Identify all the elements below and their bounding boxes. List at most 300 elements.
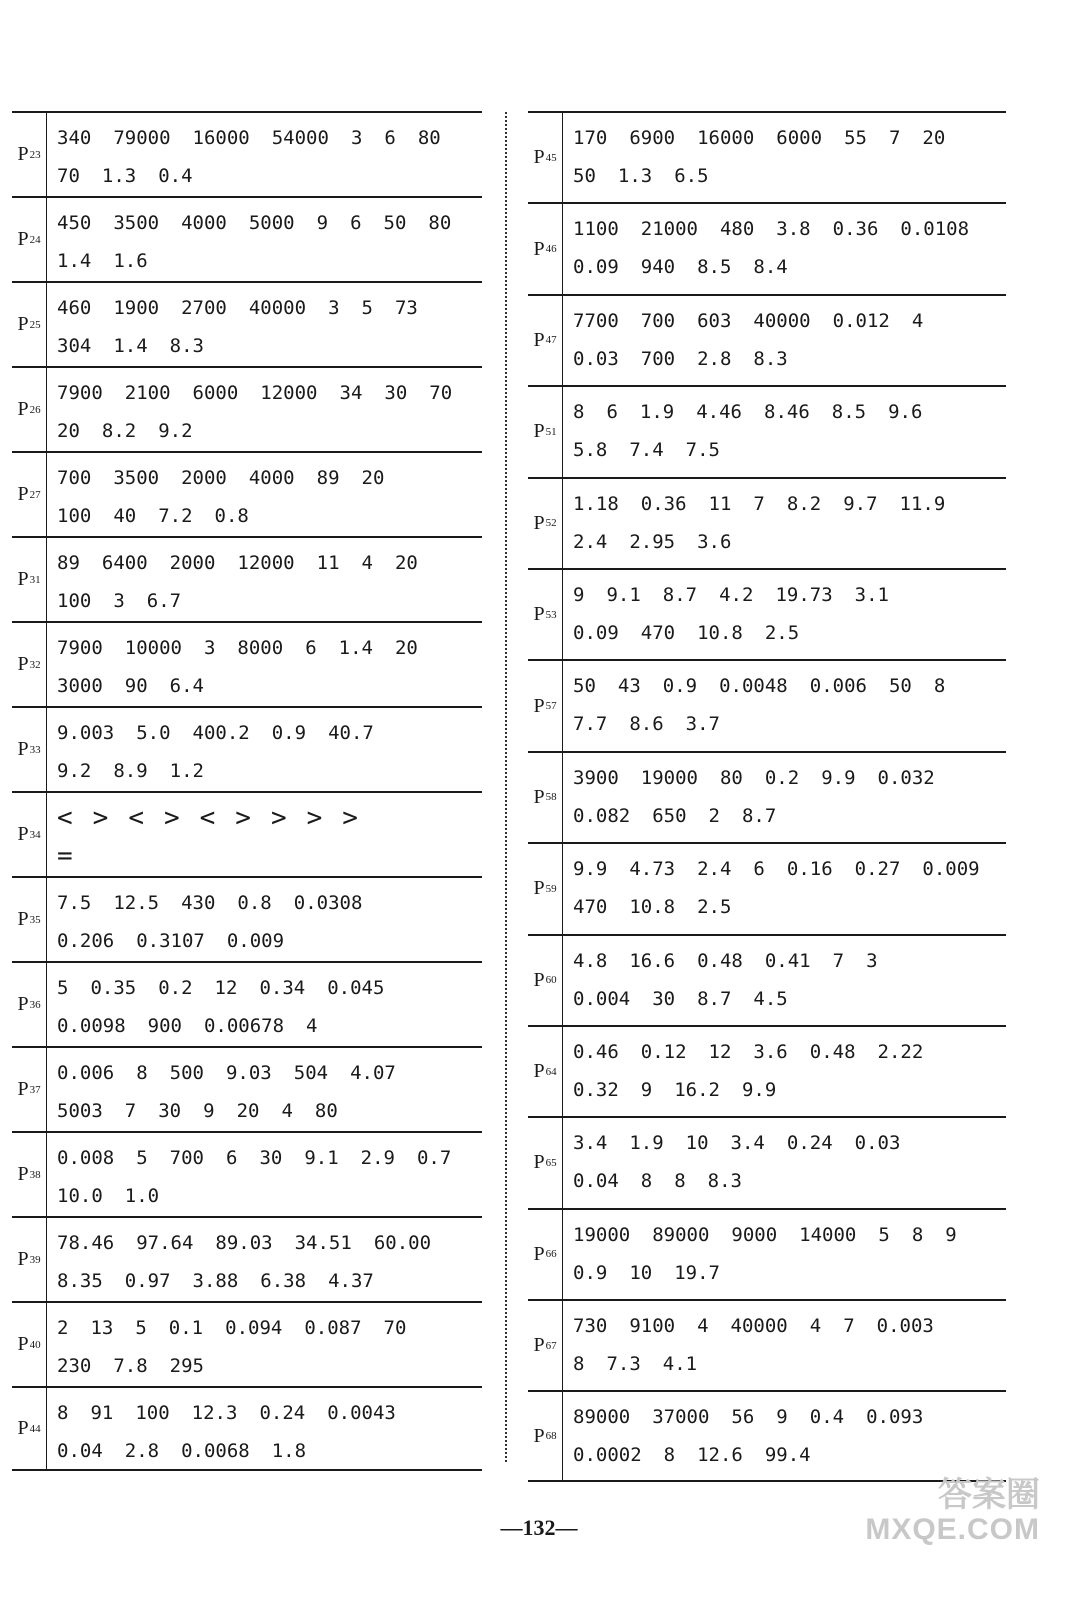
page-label bbox=[12, 878, 47, 961]
answer-value: 91 bbox=[90, 1402, 114, 1424]
answer-value: 20 bbox=[394, 637, 418, 659]
answer-value: 4.2 bbox=[719, 583, 754, 606]
answer-row bbox=[528, 202, 1006, 293]
answer-line bbox=[57, 1432, 418, 1470]
answer-value: 100 bbox=[57, 505, 92, 527]
answer-line bbox=[573, 705, 967, 743]
answer-row bbox=[12, 451, 482, 536]
answer-value: 8 bbox=[573, 1353, 585, 1376]
answer-value: 0.7 bbox=[416, 1147, 452, 1169]
answer-row bbox=[528, 751, 1006, 842]
answer-value: 230 bbox=[57, 1355, 92, 1377]
answer-value: 9.9 bbox=[573, 858, 608, 881]
answer-line bbox=[57, 884, 384, 922]
answer-value: 6400 bbox=[101, 552, 148, 574]
answer-line bbox=[57, 119, 463, 157]
answer-value: 2 bbox=[708, 804, 720, 827]
answer-value: 3.8 bbox=[776, 218, 811, 241]
answer-value: 8.7 bbox=[662, 583, 698, 606]
answer-value: 89000 bbox=[573, 1406, 631, 1429]
answer-value: 700 bbox=[640, 347, 676, 370]
answer-value: 80 bbox=[417, 127, 441, 149]
answer-value: 170 bbox=[573, 127, 608, 149]
answer-value: 0.0043 bbox=[327, 1402, 396, 1424]
page-label-number: 57 bbox=[545, 700, 557, 713]
page-label-number: 27 bbox=[29, 488, 41, 501]
answer-value: 0.16 bbox=[786, 858, 833, 881]
answer-value: 6 bbox=[606, 401, 618, 424]
answer-line bbox=[57, 799, 378, 837]
answer-row bbox=[12, 111, 482, 196]
answer-value: 8.46 bbox=[764, 401, 810, 424]
answer-value: 5 bbox=[135, 1317, 147, 1339]
answer-line bbox=[57, 969, 406, 1007]
answer-value: 30 bbox=[158, 1100, 182, 1122]
answer-values bbox=[563, 204, 991, 293]
answer-value: 8 bbox=[57, 1402, 69, 1424]
answer-value: 6 bbox=[225, 1147, 238, 1169]
answer-value: 9 bbox=[203, 1100, 215, 1122]
answer-value: 8.2 bbox=[786, 492, 822, 515]
page-label bbox=[528, 1392, 563, 1479]
answer-values bbox=[47, 1218, 453, 1301]
answer-value: 9.9 bbox=[821, 766, 856, 789]
answer-row bbox=[528, 1299, 1006, 1390]
answer-value: 0.003 bbox=[876, 1315, 934, 1338]
answer-value: 0.36 bbox=[832, 218, 879, 241]
page-label bbox=[528, 1301, 563, 1390]
answer-line bbox=[573, 248, 991, 286]
page-label-prefix: P bbox=[533, 146, 545, 169]
answer-value: 2700 bbox=[181, 297, 227, 319]
page-label-prefix: P bbox=[533, 1151, 545, 1174]
answer-value: 40000 bbox=[248, 297, 307, 319]
answer-value: 4.07 bbox=[350, 1062, 396, 1084]
answer-row bbox=[12, 1131, 482, 1216]
answer-row bbox=[12, 536, 482, 621]
answer-row bbox=[528, 1116, 1006, 1207]
answer-value: 0.8 bbox=[214, 505, 249, 527]
answer-value: 0.34 bbox=[259, 977, 306, 999]
answer-line bbox=[573, 1124, 922, 1162]
answer-value: 0.094 bbox=[225, 1317, 283, 1339]
answer-line bbox=[573, 523, 967, 561]
page-label-number: 26 bbox=[29, 403, 41, 416]
answer-value: 0.9 bbox=[271, 722, 307, 744]
page-label bbox=[528, 661, 563, 750]
answer-line bbox=[57, 1177, 473, 1215]
answer-value: 50 bbox=[573, 675, 596, 698]
page-label bbox=[12, 368, 47, 451]
answer-value: 9 bbox=[573, 583, 585, 606]
page-label-number: 23 bbox=[29, 148, 41, 161]
answer-line bbox=[57, 582, 440, 620]
page-label bbox=[12, 623, 47, 706]
answer-line bbox=[57, 922, 384, 960]
answer-value: 3000 bbox=[57, 675, 103, 697]
answer-value: 8 bbox=[911, 1223, 924, 1246]
answer-line bbox=[573, 667, 967, 705]
answer-value: 3 bbox=[203, 637, 216, 659]
answer-value: 4.1 bbox=[662, 1353, 698, 1376]
answer-value: 9 bbox=[945, 1223, 957, 1246]
answer-row bbox=[12, 876, 482, 961]
answer-line bbox=[573, 1216, 979, 1254]
answer-value: 1.3 bbox=[101, 165, 137, 187]
answer-line bbox=[573, 157, 967, 195]
answer-value: 2.95 bbox=[629, 530, 676, 553]
page-label-prefix: P bbox=[533, 1334, 545, 1357]
answer-value: 16000 bbox=[697, 127, 755, 149]
answer-value: 8.35 bbox=[57, 1270, 103, 1292]
page-label bbox=[12, 708, 47, 791]
answer-value: 0.27 bbox=[854, 858, 901, 881]
answer-value: 3 bbox=[113, 590, 125, 612]
answer-line bbox=[57, 459, 406, 497]
answer-value: 0.8 bbox=[237, 892, 272, 914]
answer-line bbox=[573, 1345, 956, 1383]
answer-value: 400.2 bbox=[192, 722, 250, 744]
answer-value: 700 bbox=[57, 467, 92, 489]
answer-value: 5 bbox=[878, 1223, 890, 1246]
page-label-number: 60 bbox=[545, 974, 557, 987]
answer-line bbox=[573, 576, 911, 614]
answer-value: 20 bbox=[57, 420, 80, 442]
page-label bbox=[12, 453, 47, 536]
answer-row bbox=[12, 196, 482, 281]
page-label-prefix: P bbox=[533, 237, 545, 260]
answer-line bbox=[573, 759, 957, 797]
answer-value: 0.32 bbox=[573, 1078, 619, 1101]
page-label-prefix: P bbox=[17, 398, 29, 420]
page-label bbox=[528, 387, 563, 476]
answer-value: 3.88 bbox=[192, 1270, 239, 1292]
answer-value: 1.8 bbox=[271, 1440, 307, 1462]
answer-value: 4 bbox=[306, 1015, 318, 1037]
answer-row bbox=[528, 385, 1006, 476]
page-label-number: 45 bbox=[545, 151, 557, 164]
page-label bbox=[528, 1118, 563, 1207]
answer-value: 8.9 bbox=[113, 760, 148, 782]
answer-value: 80 bbox=[719, 766, 743, 789]
answer-line bbox=[573, 1436, 945, 1474]
answer-value: 12000 bbox=[260, 382, 318, 404]
answer-values bbox=[563, 1118, 922, 1207]
answer-line bbox=[573, 1254, 979, 1292]
page-label-prefix: P bbox=[17, 653, 29, 675]
page-label-number: 52 bbox=[545, 517, 557, 530]
answer-value: 34 bbox=[339, 382, 363, 404]
answer-line bbox=[573, 340, 945, 378]
answer-values bbox=[563, 1392, 945, 1479]
answer-value: 7700 bbox=[573, 309, 619, 332]
answer-line bbox=[573, 485, 967, 523]
answer-value: 5.8 bbox=[573, 439, 608, 462]
answer-value: 0.03 bbox=[854, 1132, 901, 1155]
answer-value: 3.1 bbox=[854, 583, 889, 606]
page-label-number: 44 bbox=[29, 1422, 41, 1435]
page-label-number: 67 bbox=[545, 1339, 557, 1352]
page-label-prefix: P bbox=[533, 603, 545, 626]
answer-value: 1.0 bbox=[124, 1185, 160, 1207]
answer-value: 50 bbox=[573, 165, 596, 187]
answer-values bbox=[47, 538, 440, 621]
answer-value: 19000 bbox=[640, 766, 698, 789]
answer-value: > bbox=[306, 803, 323, 833]
answer-line bbox=[57, 1054, 418, 1092]
page-label-number: 38 bbox=[29, 1168, 41, 1181]
answer-values bbox=[47, 198, 473, 281]
answer-line bbox=[57, 629, 440, 667]
answer-value: 20 bbox=[361, 467, 385, 489]
answer-value: 6.5 bbox=[674, 165, 709, 187]
answer-value: 11 bbox=[316, 552, 340, 574]
answer-value: 0.087 bbox=[304, 1317, 362, 1339]
page-label-number: 39 bbox=[29, 1253, 41, 1266]
answer-value: 4 bbox=[281, 1100, 293, 1122]
answer-value: 9.03 bbox=[225, 1062, 272, 1084]
answer-value: 60.00 bbox=[373, 1232, 432, 1254]
page-label bbox=[12, 113, 47, 196]
answer-value: 7900 bbox=[57, 382, 103, 404]
answer-value: 5000 bbox=[248, 212, 295, 234]
answer-value: 4000 bbox=[181, 212, 227, 234]
page-label-number: 25 bbox=[29, 318, 41, 331]
answer-line bbox=[57, 497, 406, 535]
answer-line bbox=[573, 942, 900, 980]
answer-values bbox=[47, 708, 396, 791]
answer-value: 4.8 bbox=[573, 949, 608, 972]
answer-value: 1.4 bbox=[338, 637, 373, 659]
answer-value: 7 bbox=[753, 492, 765, 515]
watermark-text: 答案圈 bbox=[938, 1476, 1040, 1514]
answer-value: 504 bbox=[293, 1062, 329, 1084]
answer-row bbox=[528, 1390, 1006, 1481]
answer-value: 55 bbox=[844, 127, 867, 149]
answer-value: 0.006 bbox=[809, 675, 867, 698]
answer-value: 450 bbox=[57, 212, 92, 234]
answer-value: 8 bbox=[933, 675, 946, 698]
answer-line bbox=[573, 1071, 945, 1109]
answer-line bbox=[57, 752, 396, 790]
answer-value: 730 bbox=[573, 1315, 608, 1338]
answer-value: 8 bbox=[674, 1170, 686, 1193]
answer-value: 11.9 bbox=[899, 492, 946, 515]
answer-value: 7.4 bbox=[629, 439, 664, 462]
answer-value: 9.003 bbox=[57, 722, 115, 744]
answer-value: 0.9 bbox=[662, 675, 698, 698]
answer-values bbox=[563, 113, 967, 202]
answer-value: 79000 bbox=[113, 127, 171, 149]
answer-values bbox=[47, 283, 440, 366]
page-label-prefix: P bbox=[533, 511, 545, 534]
answer-value: 0.1 bbox=[168, 1317, 204, 1339]
answer-value: 7 bbox=[124, 1100, 137, 1122]
answer-value: 12.3 bbox=[191, 1402, 238, 1424]
answer-value: > bbox=[163, 803, 180, 833]
answer-value: 40000 bbox=[753, 309, 811, 332]
answer-value: 9000 bbox=[731, 1223, 778, 1246]
answer-value: 9.2 bbox=[158, 420, 193, 442]
answer-row bbox=[528, 1208, 1006, 1299]
answer-line bbox=[57, 412, 474, 450]
answer-value: 2.8 bbox=[697, 347, 732, 370]
answer-value: 40.7 bbox=[328, 722, 374, 744]
answer-value: 5 bbox=[136, 1147, 148, 1169]
answer-value: 0.04 bbox=[573, 1170, 619, 1193]
answer-value: > bbox=[235, 803, 251, 833]
page-label-prefix: P bbox=[17, 1163, 29, 1185]
answer-value: 12.5 bbox=[113, 892, 160, 914]
page-label-number: 53 bbox=[545, 608, 557, 621]
answer-value: 2000 bbox=[169, 552, 216, 574]
answer-value: 12000 bbox=[237, 552, 295, 574]
answer-value: 0.4 bbox=[809, 1406, 845, 1429]
answer-value: 1.4 bbox=[57, 250, 92, 272]
page-label bbox=[528, 753, 563, 842]
page-label-number: 31 bbox=[29, 573, 41, 586]
answer-line bbox=[57, 289, 440, 327]
page-label-prefix: P bbox=[533, 968, 545, 991]
answer-values bbox=[563, 1301, 956, 1390]
answer-row bbox=[12, 1386, 482, 1471]
answer-value: 3900 bbox=[573, 766, 619, 789]
answer-value: 97.64 bbox=[136, 1232, 194, 1254]
answer-row bbox=[528, 934, 1006, 1025]
answer-value: 1.3 bbox=[617, 165, 653, 187]
answer-value: 7.5 bbox=[685, 439, 720, 462]
answer-value: 73 bbox=[394, 297, 418, 319]
answer-value: 8.4 bbox=[753, 256, 788, 279]
answer-row bbox=[528, 294, 1006, 385]
answer-value: 0.36 bbox=[640, 492, 687, 515]
page-label-prefix: P bbox=[17, 228, 29, 250]
answer-value: 89 bbox=[57, 552, 80, 574]
page-label-prefix: P bbox=[17, 1417, 29, 1439]
page-label-prefix: P bbox=[17, 908, 29, 930]
answer-value: 9100 bbox=[629, 1315, 676, 1338]
answer-row bbox=[12, 961, 482, 1046]
answer-value: 0.0068 bbox=[181, 1440, 250, 1462]
answer-line bbox=[57, 1262, 453, 1300]
answer-line bbox=[57, 204, 473, 242]
page-label bbox=[12, 1048, 47, 1131]
answer-values bbox=[563, 1027, 945, 1116]
answer-value: 4 bbox=[361, 552, 373, 574]
page-label bbox=[12, 198, 47, 281]
answer-value: 4 bbox=[697, 1315, 709, 1338]
answer-value: 10.8 bbox=[629, 896, 676, 919]
page-label-number: 40 bbox=[29, 1338, 41, 1351]
page-label bbox=[528, 1027, 563, 1116]
answer-value: 2.8 bbox=[124, 1440, 160, 1462]
answer-value: 14000 bbox=[799, 1223, 857, 1246]
answer-value: 7900 bbox=[57, 637, 103, 659]
watermark-url: MXQE.COM bbox=[865, 1512, 1040, 1546]
answer-row bbox=[528, 842, 1006, 933]
answer-value: 10 bbox=[629, 1261, 653, 1284]
answer-line bbox=[57, 544, 440, 582]
answer-value: 2100 bbox=[124, 382, 171, 404]
answer-value: 5.0 bbox=[136, 722, 171, 744]
page-label bbox=[12, 1133, 47, 1216]
page-label-prefix: P bbox=[17, 143, 29, 165]
answer-value: 1100 bbox=[573, 218, 619, 241]
answer-value: 9 bbox=[776, 1406, 788, 1429]
answer-value: 16.2 bbox=[674, 1078, 720, 1101]
answer-value: 6 bbox=[305, 637, 317, 659]
answer-value: 3500 bbox=[113, 212, 160, 234]
answer-line bbox=[57, 157, 463, 195]
answer-value: 3.6 bbox=[753, 1040, 788, 1063]
answer-value: 8.3 bbox=[707, 1170, 742, 1193]
answer-value: 2.5 bbox=[764, 621, 800, 644]
answer-table-left bbox=[12, 111, 482, 1471]
answer-value: 80 bbox=[428, 212, 452, 234]
answer-value: 0.004 bbox=[573, 987, 631, 1010]
page-label-prefix: P bbox=[533, 328, 545, 351]
answer-value: > bbox=[342, 803, 358, 833]
answer-line bbox=[573, 850, 1002, 888]
answer-value: 8.6 bbox=[629, 713, 664, 736]
answer-line bbox=[57, 1139, 473, 1177]
answer-value: 0.093 bbox=[866, 1406, 924, 1429]
answer-line bbox=[57, 1007, 406, 1045]
answer-value: 7 bbox=[843, 1315, 855, 1338]
answer-value: 8.2 bbox=[101, 420, 137, 442]
answer-value: 6 bbox=[753, 858, 765, 881]
answer-value: 7.3 bbox=[606, 1353, 641, 1376]
answer-row bbox=[12, 706, 482, 791]
page-label-number: 32 bbox=[29, 658, 41, 671]
answer-value: 100 bbox=[135, 1402, 170, 1424]
answer-value: 40000 bbox=[730, 1315, 788, 1338]
answer-line bbox=[573, 1398, 945, 1436]
answer-value: 4.73 bbox=[629, 858, 676, 881]
answer-row bbox=[12, 791, 482, 876]
answer-value: 0.006 bbox=[57, 1062, 115, 1084]
answer-value: 6.4 bbox=[169, 675, 204, 697]
answer-value: 99.4 bbox=[764, 1444, 811, 1467]
answer-line bbox=[573, 393, 944, 431]
answer-value: 5 bbox=[361, 297, 373, 319]
answer-value: 0.045 bbox=[327, 977, 385, 999]
page-label bbox=[528, 113, 563, 202]
answer-value: 0.0048 bbox=[719, 675, 788, 698]
answer-value: 470 bbox=[640, 621, 676, 644]
answer-line bbox=[57, 1347, 428, 1385]
answer-value: 0.09 bbox=[573, 621, 619, 644]
answer-value: 90 bbox=[124, 675, 148, 697]
answer-value: 10 bbox=[685, 1132, 709, 1155]
answer-values bbox=[563, 661, 967, 750]
page-label-prefix: P bbox=[17, 738, 29, 760]
page-label bbox=[12, 793, 47, 876]
answer-value: 6 bbox=[384, 127, 396, 149]
page-label-number: 34 bbox=[29, 828, 41, 841]
answer-value: 4.46 bbox=[696, 401, 742, 424]
answer-value: 19000 bbox=[573, 1223, 631, 1246]
answer-line bbox=[573, 302, 945, 340]
answer-value: < bbox=[57, 803, 73, 833]
answer-values bbox=[47, 963, 406, 1046]
answer-value: 8.5 bbox=[831, 401, 867, 424]
answer-value: 11 bbox=[708, 492, 732, 515]
answer-value: 0.97 bbox=[124, 1270, 171, 1292]
answer-value: 0.04 bbox=[57, 1440, 103, 1462]
answer-value: 40 bbox=[113, 505, 137, 527]
answer-values bbox=[563, 570, 911, 659]
